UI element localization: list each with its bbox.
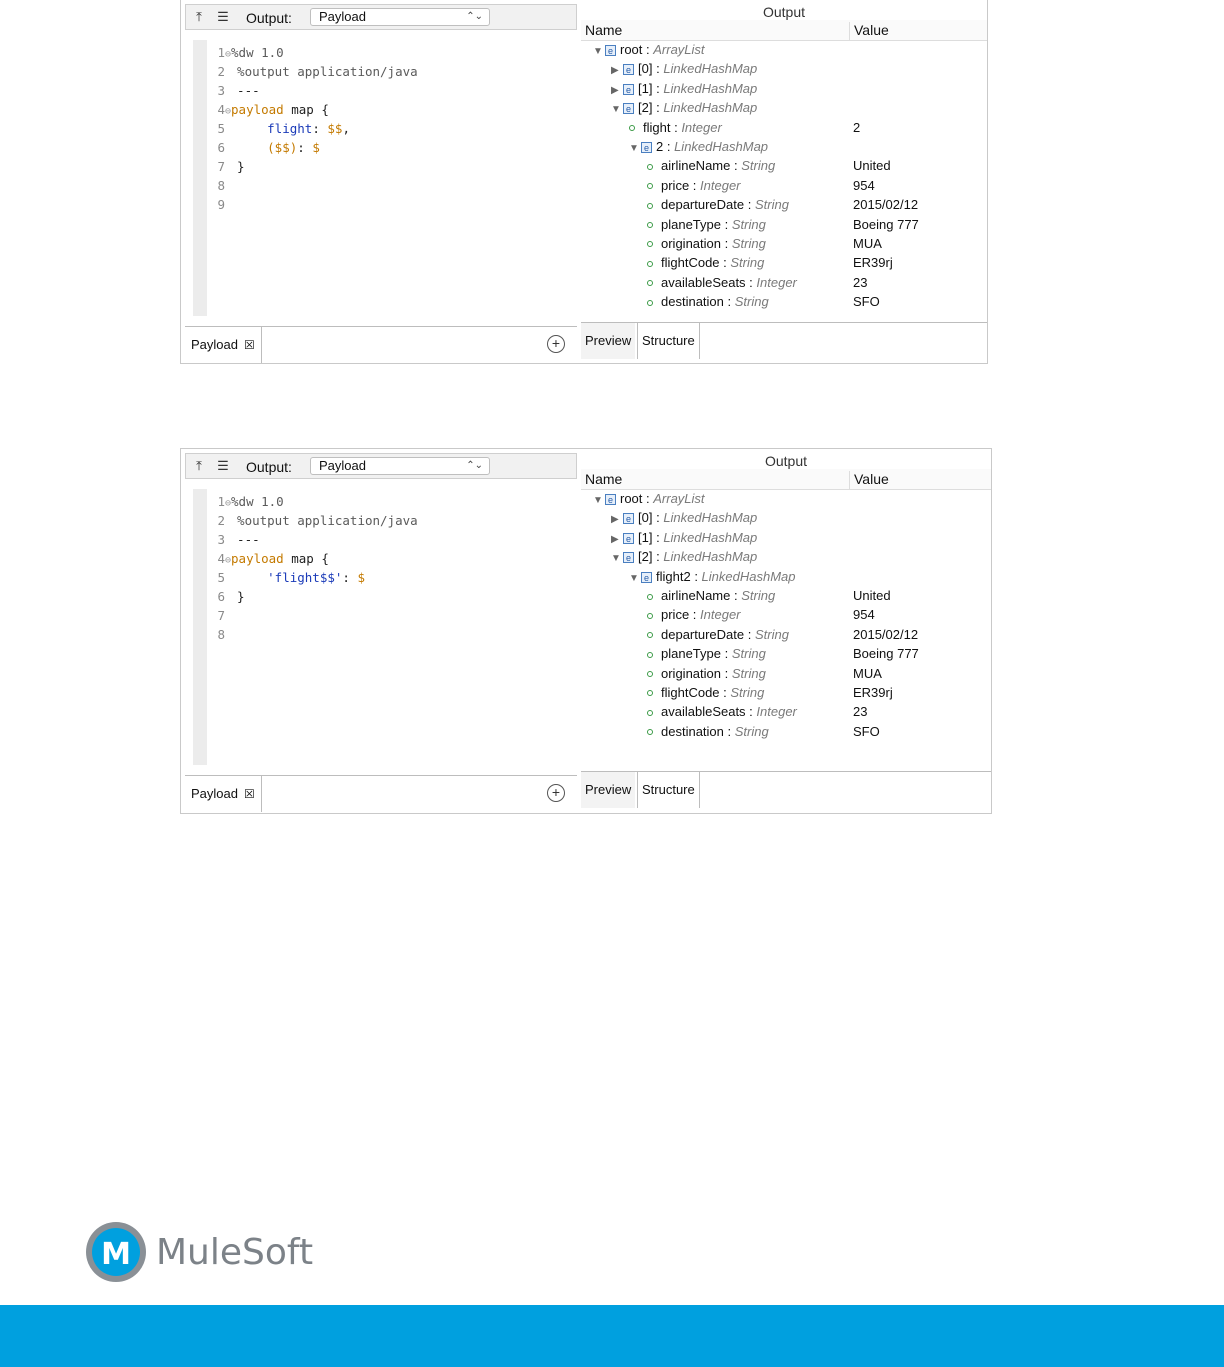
updown-chevron-icon: ⌃⌄ [466,460,483,471]
node-type: Integer [700,607,741,623]
fold-spacer [225,125,237,136]
node-separator: : [670,119,682,135]
editor-pane [185,453,577,813]
node-name: departureDate [661,626,745,642]
editor-gutter [193,40,207,316]
code-token: %dw 1.0 [231,45,284,60]
collapsed-triangle-icon[interactable]: ▶ [611,514,619,526]
node-separator: : [642,42,654,57]
node-name: origination [661,665,721,681]
object-element-icon: e [623,533,634,544]
code-token: : [312,121,328,136]
fold-icon[interactable]: ⊖ [225,106,232,117]
code-token: } [237,159,245,174]
code-token [237,121,267,136]
logo-text: MuleSoft [156,1232,314,1273]
output-tabs [581,771,991,810]
node-type: String [741,158,776,174]
tab-structure[interactable]: Structure [637,772,700,808]
node-separator: : [744,626,755,642]
node-separator: : [745,704,757,720]
field-dot-icon [647,183,653,189]
fold-spacer [225,182,237,193]
fold-spacer [225,612,237,623]
tree-row[interactable] [581,625,991,644]
fold-spacer [225,631,237,642]
node-type: ArrayList [653,42,705,57]
code-editor[interactable] [193,40,577,316]
node-type: Integer [700,177,741,193]
code-token: : [297,140,313,155]
node-separator: : [690,568,702,584]
code-token: $$ [327,121,343,136]
tree-row[interactable] [581,98,987,117]
tree-row[interactable] [581,195,987,214]
collapsed-triangle-icon[interactable]: ▶ [611,533,619,545]
tab-payload-label: Payload [191,786,238,801]
node-name: [1] [638,529,653,545]
field-dot-icon [647,613,653,619]
close-tab-icon[interactable]: ☒ [243,787,255,801]
node-separator: : [663,138,675,154]
code-line [207,158,418,177]
line-number: 5 [217,121,225,136]
node-value: MUA [853,235,882,251]
fold-spacer [225,68,237,79]
code-line [207,120,418,139]
tab-structure[interactable]: Structure [637,323,700,359]
node-name: destination [661,294,724,310]
collapsed-triangle-icon[interactable]: ▶ [611,65,619,77]
code-token [237,570,267,585]
node-value: 954 [853,177,875,193]
node-name: root [620,491,643,506]
line-number: 5 [217,570,225,585]
editor-gutter [193,489,207,765]
node-type: ArrayList [653,491,705,506]
code-line [207,101,418,120]
node-type: String [754,626,789,642]
line-number: 7 [217,608,225,623]
field-dot-icon [647,729,653,735]
line-number: 2 [217,513,225,528]
line-number: 4 [217,102,225,117]
expanded-triangle-icon[interactable]: ▼ [593,495,603,506]
node-value: United [853,158,891,174]
field-dot-icon [647,164,653,170]
code-token: %output application/java [237,513,418,528]
node-name: flight [643,119,671,135]
node-separator: : [652,529,664,545]
tree-row[interactable] [581,722,991,741]
code-line [207,531,418,550]
tree-row[interactable] [581,215,987,234]
node-value: ER39rj [853,255,893,271]
node-name: flight2 [656,568,691,584]
node-value: ER39rj [853,684,893,700]
fold-icon[interactable]: ⊖ [225,555,232,566]
node-name: [0] [638,61,653,77]
node-type: LinkedHashMap [663,510,758,526]
node-name: availableSeats [661,274,746,290]
output-title: Output [762,4,806,20]
node-type: LinkedHashMap [663,549,758,565]
tree-header [581,469,991,490]
column-name-header[interactable]: Name [585,22,623,38]
output-title: Output [764,453,808,469]
tab-payload[interactable] [185,776,262,812]
fold-spacer [225,574,237,585]
field-dot-icon [647,594,653,600]
expanded-triangle-icon[interactable]: ▼ [611,104,621,116]
node-name: planeType [661,216,721,232]
node-type: String [730,255,765,271]
tree-row[interactable] [581,547,991,566]
node-value: 2015/02/12 [853,626,919,642]
node-name: destination [661,723,724,739]
node-type: LinkedHashMap [663,80,758,96]
node-separator: : [689,177,701,193]
object-element-icon: e [623,64,634,75]
expanded-triangle-icon[interactable]: ▼ [611,553,621,565]
logo-mark-letter: M [101,1237,131,1272]
input-list-icon[interactable]: ☰ [217,9,229,24]
node-name: price [661,177,690,193]
node-separator: : [723,294,735,310]
editor-tabs [185,326,577,365]
node-separator: : [721,235,732,251]
code-token: %output application/java [237,64,418,79]
tree-row[interactable] [581,644,991,663]
node-value: Boeing 777 [853,216,919,232]
line-number: 1 [217,45,225,60]
object-element-icon: e [623,552,634,563]
node-name: planeType [661,646,721,662]
field-dot-icon [647,652,653,658]
code-line [207,82,418,101]
export-icon[interactable]: ⤒ [196,458,202,473]
node-value: 23 [853,704,868,720]
footer-bar [0,1305,1224,1367]
tree-row[interactable] [581,118,987,137]
code-token: flight [267,121,313,136]
code-line [207,196,418,215]
line-number: 7 [217,159,225,174]
input-list-icon[interactable]: ☰ [217,458,229,473]
line-number: 2 [217,64,225,79]
output-select-value: Payload [319,9,366,24]
node-separator: : [730,158,742,174]
object-element-icon: e [605,45,616,56]
code-line [207,588,418,607]
output-tree [581,40,987,311]
editor-tabs [185,775,577,814]
tree-row[interactable] [581,234,987,253]
expanded-triangle-icon[interactable]: ▼ [629,142,639,154]
field-dot-icon [647,280,653,286]
code-line [207,63,418,82]
tree-row[interactable] [581,273,987,292]
tree-row[interactable] [581,605,991,624]
tree-row[interactable] [581,40,987,59]
node-separator: : [642,491,654,506]
tree-row[interactable] [581,79,987,98]
node-value: SFO [853,294,880,310]
field-dot-icon [647,300,653,306]
line-number: 4 [217,551,225,566]
dataweave-panel-1 [180,0,988,364]
export-icon[interactable]: ⤒ [196,9,202,24]
node-name: [1] [638,80,653,96]
node-name: 2 [656,138,664,154]
tree-row[interactable] [581,508,991,527]
node-separator: : [721,665,732,681]
node-value: 954 [853,607,875,623]
code-token: %dw 1.0 [231,494,284,509]
line-number: 8 [217,178,225,193]
tab-preview[interactable]: Preview [581,323,635,359]
node-separator: : [652,100,664,116]
add-input-icon[interactable]: + [547,784,565,802]
node-type: String [734,294,769,310]
tree-row[interactable] [581,59,987,78]
node-separator: : [652,80,664,96]
tree-row[interactable] [581,292,987,311]
node-name: departureDate [661,197,745,213]
code-line [207,607,418,626]
tree-row[interactable] [581,586,991,605]
node-type: String [731,665,766,681]
output-label: Output: [246,10,292,26]
code-line [207,177,418,196]
node-type: Integer [681,119,722,135]
node-type: Integer [756,704,797,720]
add-input-icon[interactable]: + [547,335,565,353]
node-type: String [731,646,766,662]
field-dot-icon [647,671,653,677]
code-line [207,550,418,569]
node-value: MUA [853,665,882,681]
tree-row[interactable] [581,567,991,586]
fold-spacer [225,536,237,547]
mulesoft-logo-icon [86,1222,146,1282]
expanded-triangle-icon[interactable]: ▼ [593,46,603,57]
code-token [237,140,267,155]
line-number: 6 [217,589,225,604]
node-type: String [731,235,766,251]
node-name: root [620,42,643,57]
tree-header [581,20,987,41]
output-pane [581,449,991,813]
node-value: 2 [853,119,861,135]
node-type: LinkedHashMap [701,568,796,584]
mulesoft-logo [86,1222,314,1284]
code-line [207,493,418,512]
code-token: $ [357,570,366,585]
code-token: } [237,589,245,604]
tab-payload-label: Payload [191,337,238,352]
line-number: 8 [217,627,225,642]
node-type: LinkedHashMap [674,138,769,154]
object-element-icon: e [623,513,634,524]
node-type: String [734,723,769,739]
code-line [207,569,418,588]
tree-row[interactable] [581,528,991,547]
fold-spacer [225,87,237,98]
output-select[interactable] [310,8,490,26]
object-element-icon: e [641,142,652,153]
updown-chevron-icon: ⌃⌄ [466,11,483,22]
tree-row[interactable] [581,702,991,721]
field-dot-icon [647,710,653,716]
node-type: String [754,197,789,213]
node-value: Boeing 777 [853,646,919,662]
node-type: String [741,587,776,603]
column-value-header[interactable]: Value [849,471,889,489]
node-separator: : [721,216,732,232]
node-type: LinkedHashMap [663,61,758,77]
node-separator: : [719,255,731,271]
editor-toolbar [185,453,577,479]
line-number: 3 [217,532,225,547]
tree-row[interactable] [581,489,991,508]
node-name: [0] [638,510,653,526]
fold-spacer [225,201,237,212]
node-value: United [853,587,891,603]
fold-spacer [225,163,237,174]
code-line [207,512,418,531]
fold-spacer [225,144,237,155]
node-name: flightCode [661,255,720,271]
code-token: : [342,570,358,585]
object-element-icon: e [623,84,634,95]
code-token: , [342,121,350,136]
fold-spacer [225,593,237,604]
output-label: Output: [246,459,292,475]
close-tab-icon[interactable]: ☒ [243,338,255,352]
object-element-icon: e [641,572,652,583]
object-element-icon: e [605,494,616,505]
node-name: price [661,607,690,623]
node-value: 23 [853,274,868,290]
code-line [207,44,418,63]
code-token: --- [237,532,260,547]
line-number: 6 [217,140,225,155]
node-name: airlineName [661,158,731,174]
node-type: Integer [756,274,797,290]
tree-row[interactable] [581,156,987,175]
node-separator: : [730,587,742,603]
code-token: map { [283,551,329,566]
output-pane [581,0,987,363]
line-number: 1 [217,494,225,509]
node-type: String [731,216,766,232]
node-separator: : [652,61,664,77]
code-lines [207,493,418,645]
fold-spacer [225,517,237,528]
collapsed-triangle-icon[interactable]: ▶ [611,84,619,96]
node-value: SFO [853,723,880,739]
node-separator: : [652,549,664,565]
node-type: LinkedHashMap [663,529,758,545]
tree-row[interactable] [581,683,991,702]
dataweave-panel-2 [180,448,992,814]
code-token: 'flight$$' [267,570,343,585]
code-token: ($$) [267,140,298,155]
code-token: --- [237,83,260,98]
node-separator: : [689,607,701,623]
tree-row[interactable] [581,253,987,272]
fold-icon[interactable]: ⊖ [225,498,232,509]
node-name: availableSeats [661,704,746,720]
node-value: 2015/02/12 [853,197,919,213]
code-token: payload [231,102,284,117]
tree-row[interactable] [581,664,991,683]
output-select[interactable] [310,457,490,475]
node-name: origination [661,235,721,251]
node-name: [2] [638,549,653,565]
node-type: String [730,684,765,700]
code-editor[interactable] [193,489,577,765]
column-name-header[interactable]: Name [585,471,623,487]
field-dot-icon [647,690,653,696]
tree-row[interactable] [581,137,987,156]
output-tree [581,489,991,741]
fold-icon[interactable]: ⊖ [225,49,232,60]
node-name: [2] [638,100,653,116]
column-value-header[interactable]: Value [849,22,889,40]
tree-row[interactable] [581,176,987,195]
code-token: map { [283,102,329,117]
field-dot-icon [647,222,653,228]
node-separator: : [744,197,755,213]
code-lines [207,44,418,215]
code-line [207,139,418,158]
node-separator: : [745,274,757,290]
code-token: payload [231,551,284,566]
expanded-triangle-icon[interactable]: ▼ [629,572,639,584]
node-separator: : [721,646,732,662]
node-name: flightCode [661,684,720,700]
field-dot-icon [647,261,653,267]
field-dot-icon [647,241,653,247]
editor-pane [185,4,577,363]
code-line [207,626,418,645]
node-separator: : [723,723,735,739]
node-separator: : [652,510,664,526]
object-element-icon: e [623,103,634,114]
node-name: airlineName [661,587,731,603]
node-type: LinkedHashMap [663,100,758,116]
field-dot-icon [629,125,635,131]
line-number: 9 [217,197,225,212]
tab-preview[interactable]: Preview [581,772,635,808]
editor-toolbar [185,4,577,30]
field-dot-icon [647,632,653,638]
node-separator: : [719,684,731,700]
tab-payload[interactable] [185,327,262,363]
output-tabs [581,322,987,361]
line-number: 3 [217,83,225,98]
field-dot-icon [647,203,653,209]
code-token: $ [312,140,320,155]
output-select-value: Payload [319,458,366,473]
